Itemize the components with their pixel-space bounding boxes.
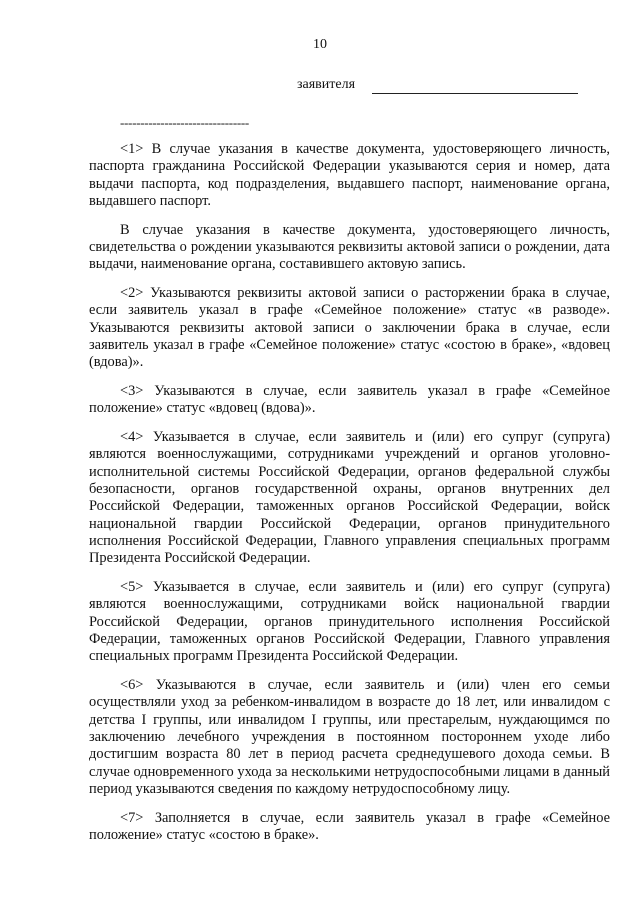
footnote-4: <4> Указывается в случае, если заявитель и (или) его супруг (супруга) являются военнослужащими, сотрудниками учреждений и органов уголовно-исполнительной системы Российской Федерации, органов федеральной службы безопасности, органов государственной охраны, органов внутренних дел Российской Федерации, таможенных органов Российской Федерации, войск национальной гвардии Российской Федерации, органов принудительного исполнения Российской Федерации, Главного управления специальных программ Президента Российской Федерации. [89, 429, 610, 567]
footnote-5: <5> Указывается в случае, если заявитель и (или) его супруг (супруга) являются военнослужащими, сотрудниками войск национальной гвардии Российской Федерации, органов принудительного исполнения Российской Федерации, таможенных органов Российской Федерации, Главного управления специальных программ Президента Российской Федерации. [89, 579, 610, 665]
footnotes-body [89, 141, 610, 856]
footnote-6: <6> Указываются в случае, если заявитель и (или) член его семьи осуществляли уход за ребенком-инвалидом в возрасте до 18 лет, или инвалидом с детства I группы, или инвалидом I группы, или престарелым, нуждающимся по заключению лечебного учреждения в постоянном постороннем уходе либо достигшим возраста 80 лет в период расчета среднедушевого дохода семьи. В случае одновременного ухода за несколькими нетрудоспособными лицами в данный период указываются сведения по каждому нетрудоспособному лицу. [89, 677, 610, 797]
footnote-1-birth-certificate: В случае указания в качестве документа, удостоверяющего личность, свидетельства о рождении указываются реквизиты актовой записи о рождении, дата выдачи, наименование органа, составившего актовую запись. [89, 221, 610, 273]
footnote-separator: -------------------------------- [120, 115, 249, 130]
footnote-2: <2> Указываются реквизиты актовой записи о расторжении брака в случае, если заявитель указал в графе «Семейное положение» статус «в разводе». Указываются реквизиты актовой записи о заключении брака в случае, если заявитель указал в графе «Семейное положение» статус «состою в браке», «вдовец (вдова)». [89, 285, 610, 371]
footnote-1-passport: <1> В случае указания в качестве документа, удостоверяющего личность, паспорта гражданина Российской Федерации указываются серия и номер, дата выдачи паспорта, код подразделения, выдавшего паспорт, наименование органа, выдавшего паспорт. [89, 141, 610, 209]
applicant-label: заявителя [297, 77, 356, 92]
page-number: 10 [313, 37, 327, 52]
footnote-7: <7> Заполняется в случае, если заявитель указал в графе «Семейное положение» статус «состою в браке». [89, 809, 610, 843]
footnote-3: <3> Указываются в случае, если заявитель указал в графе «Семейное положение» статус «вдовец (вдова)». [89, 383, 610, 417]
applicant-signature-line [372, 93, 578, 94]
